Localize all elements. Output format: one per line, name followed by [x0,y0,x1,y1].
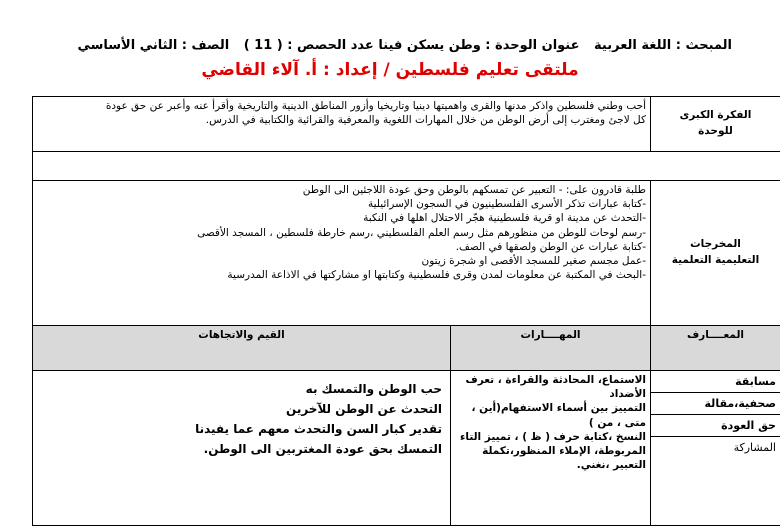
values-cell [33,371,451,526]
empty-row [33,152,780,181]
big-idea-label-line1: الفكرة الكبرى [655,108,776,124]
outcome-item: -البحث في المكتبة عن معلومات لمدن وقرى فلسطينية وكتابتها او مشاركتها في الاذاعة المدرسية [37,268,646,282]
outcomes-text [33,181,651,326]
knowledge-header: المعــــارف [651,326,780,371]
value-item: التمسك بحق عودة المغتربين الى الوطن. [37,439,442,459]
skill-item: النسخ ،كتابة حرف ( ظ ) ، تمييز التاء المربوطة، الإملاء المنظور،تكملة التعبير ،نغني. [455,430,646,473]
knowledge-item: حق العودة [651,415,780,437]
big-idea-label-line2: للوحدة [655,124,776,140]
outcome-item: -التحدث عن مدينة او قرية فلسطينية هجّر الاحتلال اهلها في النكبة [37,211,646,225]
big-idea-line1: أحب وطني فلسطين واذكر مدنها والقرى واهميتها دينيا وتاريخيا وأزور المناطق الدينية والتاريخية وأقرأ عنه وأعبر عن حق عودة [37,99,646,113]
grade-label: الصف : الثاني الأساسي [77,38,229,53]
outcomes-label-line2: التعليمية التعلمية [655,253,776,269]
big-idea-line2: كل لاجئ ومغترب إلى أرض الوطن من خلال المهارات اللغوية والمعرفية والقرائية والكتابية في الدرس. [37,113,646,127]
knowledge-item: مسابقة [651,371,780,393]
section-header-row [33,326,780,371]
big-idea-label [651,97,780,152]
value-item: تقدير كبار السن والتحدث معهم عما يفيدنا [37,419,442,439]
skills-list [455,373,646,472]
knowledge-item: صحفية،مقالة [651,393,780,415]
content-row [33,371,780,526]
outcome-item: -كتابة عبارات عن الوطن ولصقها في الصف. [37,240,646,254]
skills-cell [451,371,651,526]
big-idea-row [33,97,780,152]
outcome-item: -كتابة عبارات تذكر الأسرى الفلسطينيون في السجون الإسرائيلية [37,197,646,211]
unit-title: عنوان الوحدة : وطن يسكن فينا عدد الحصص : ( 11 ) [244,38,580,53]
value-item: التحدث عن الوطن للآخرين [37,399,442,419]
outcome-item: -عمل مجسم صغير للمسجد الأقصى او شجرة زيتون [37,254,646,268]
skills-header: المهــــارات [451,326,651,371]
outcomes-label [651,181,780,326]
outcomes-label-line1: المخرجات [655,237,776,253]
header-line [60,38,732,53]
big-idea-text [33,97,651,152]
knowledge-item: المشاركة [651,437,780,458]
knowledge-cell [651,371,780,526]
subject-label: المبحث : اللغة العربية [594,38,732,53]
outcome-item: طلبة قادرون على: - التعبير عن تمسكهم بالوطن وحق عودة اللاجئين الى الوطن [37,183,646,197]
forum-title: ملتقى تعليم فلسطين / إعداد : أ. آلاء القاضي [0,60,780,80]
plan-table [32,96,780,526]
outcome-item: -رسم لوحات للوطن من منظورهم مثل رسم العلم الفلسطيني ،رسم خارطة فلسطين ، المسجد الأقصى [37,226,646,240]
empty-cell [33,152,780,181]
values-header: القيم والاتجاهات [33,326,451,371]
knowledge-list [651,371,780,458]
value-item: حب الوطن والتمسك به [37,379,442,399]
values-list [37,373,446,459]
skill-item: الاستماع، المحادثة والقراءة ، تعرف الأضداد [455,373,646,401]
skill-item: التمييز بين أسماء الاستفهام(أين ، متى ، من ) [455,401,646,429]
outcomes-row [33,181,780,326]
